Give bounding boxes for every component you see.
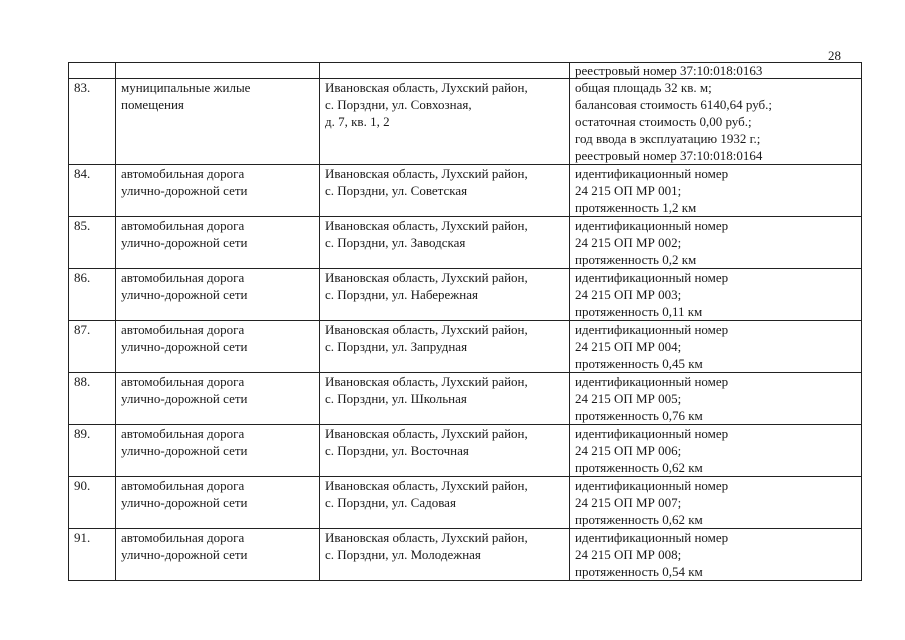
description-line: реестровый номер 37:10:018:0164 — [575, 148, 763, 163]
cell-address — [320, 269, 570, 321]
name-line: автомобильная дорога — [121, 166, 245, 181]
description-line: идентификационный номер — [575, 530, 729, 545]
address-line: Ивановская область, Лухский район, — [325, 374, 528, 389]
address-line: Ивановская область, Лухский район, — [325, 166, 528, 181]
name-line: автомобильная дорога — [121, 426, 245, 441]
property-registry-table — [68, 62, 862, 581]
cell-number: 84. — [69, 165, 116, 217]
description-line: 24 215 ОП МР 001; — [575, 183, 682, 198]
address-line: с. Порздни, ул. Садовая — [325, 495, 456, 510]
cell-name — [116, 269, 320, 321]
address-line: Ивановская область, Лухский район, — [325, 478, 528, 493]
cell-name — [116, 217, 320, 269]
cell-description — [570, 269, 862, 321]
description-line: балансовая стоимость 6140,64 руб.; — [575, 97, 772, 112]
description-line: протяженность 0,54 км — [575, 564, 703, 579]
table-row — [69, 529, 862, 581]
address-line: Ивановская область, Лухский район, — [325, 218, 528, 233]
cell-address — [320, 217, 570, 269]
description-line: идентификационный номер — [575, 426, 729, 441]
cell-description — [570, 217, 862, 269]
description-line: 24 215 ОП МР 002; — [575, 235, 682, 250]
cell-address — [320, 529, 570, 581]
name-line: автомобильная дорога — [121, 478, 245, 493]
address-line: Ивановская область, Лухский район, — [325, 426, 528, 441]
cell-number — [69, 63, 116, 79]
name-line: улично-дорожной сети — [121, 183, 248, 198]
continuation-row — [69, 63, 862, 79]
address-line: с. Порздни, ул. Совхозная, — [325, 97, 472, 112]
cell-description — [570, 529, 862, 581]
name-line: автомобильная дорога — [121, 374, 245, 389]
name-line: автомобильная дорога — [121, 270, 245, 285]
table-row — [69, 217, 862, 269]
table-row — [69, 321, 862, 373]
address-line: с. Порздни, ул. Молодежная — [325, 547, 481, 562]
address-line: с. Порздни, ул. Советская — [325, 183, 468, 198]
table-row — [69, 269, 862, 321]
cell-name — [116, 529, 320, 581]
address-line: с. Порздни, ул. Набережная — [325, 287, 478, 302]
cell-address — [320, 79, 570, 165]
cell-description — [570, 477, 862, 529]
table-row — [69, 373, 862, 425]
registry-body — [69, 63, 862, 581]
table-row — [69, 79, 862, 165]
description-line: идентификационный номер — [575, 218, 729, 233]
name-line: помещения — [121, 97, 184, 112]
description-line: идентификационный номер — [575, 270, 729, 285]
cell-address — [320, 373, 570, 425]
address-line: с. Порздни, ул. Школьная — [325, 391, 467, 406]
description-line: протяженность 0,62 км — [575, 512, 703, 527]
cell-name — [116, 79, 320, 165]
address-line: д. 7, кв. 1, 2 — [325, 114, 390, 129]
cell-name — [116, 165, 320, 217]
description-line: остаточная стоимость 0,00 руб.; — [575, 114, 752, 129]
table-row — [69, 477, 862, 529]
cell-number: 85. — [69, 217, 116, 269]
cell-name — [116, 425, 320, 477]
description-line: 24 215 ОП МР 003; — [575, 287, 682, 302]
description-line: протяженность 0,2 км — [575, 252, 697, 267]
description-line: 24 215 ОП МР 008; — [575, 547, 682, 562]
table-row — [69, 165, 862, 217]
description-line: год ввода в эксплуатацию 1932 г.; — [575, 131, 761, 146]
name-line: улично-дорожной сети — [121, 495, 248, 510]
name-line: улично-дорожной сети — [121, 287, 248, 302]
name-line: автомобильная дорога — [121, 218, 245, 233]
description-line: протяженность 0,76 км — [575, 408, 703, 423]
address-line: Ивановская область, Лухский район, — [325, 80, 528, 95]
cell-address — [320, 63, 570, 79]
cell-number: 88. — [69, 373, 116, 425]
address-line: с. Порздни, ул. Заводская — [325, 235, 466, 250]
cell-description — [570, 425, 862, 477]
name-line: улично-дорожной сети — [121, 391, 248, 406]
cell-number: 90. — [69, 477, 116, 529]
name-line: улично-дорожной сети — [121, 235, 248, 250]
cell-description — [570, 373, 862, 425]
name-line: автомобильная дорога — [121, 530, 245, 545]
cell-address — [320, 321, 570, 373]
cell-description — [570, 63, 862, 79]
cell-description — [570, 79, 862, 165]
description-line: 24 215 ОП МР 006; — [575, 443, 682, 458]
cell-description — [570, 165, 862, 217]
description-line: общая площадь 32 кв. м; — [575, 80, 712, 95]
description-line: реестровый номер 37:10:018:0163 — [575, 63, 763, 78]
description-line: 24 215 ОП МР 007; — [575, 495, 682, 510]
description-line: протяженность 0,62 км — [575, 460, 703, 475]
cell-name — [116, 373, 320, 425]
cell-number: 87. — [69, 321, 116, 373]
description-line: идентификационный номер — [575, 166, 729, 181]
name-line: улично-дорожной сети — [121, 443, 248, 458]
address-line: Ивановская область, Лухский район, — [325, 322, 528, 337]
address-line: Ивановская область, Лухский район, — [325, 270, 528, 285]
name-line: улично-дорожной сети — [121, 547, 248, 562]
address-line: Ивановская область, Лухский район, — [325, 530, 528, 545]
cell-description — [570, 321, 862, 373]
page-number: 28 — [828, 48, 841, 63]
name-line: муниципальные жилые — [121, 80, 251, 95]
address-line: с. Порздни, ул. Запрудная — [325, 339, 468, 354]
cell-name — [116, 321, 320, 373]
cell-name — [116, 63, 320, 79]
name-line: улично-дорожной сети — [121, 339, 248, 354]
cell-number: 89. — [69, 425, 116, 477]
cell-number: 91. — [69, 529, 116, 581]
description-line: идентификационный номер — [575, 374, 729, 389]
cell-address — [320, 477, 570, 529]
description-line: протяженность 1,2 км — [575, 200, 697, 215]
address-line: с. Порздни, ул. Восточная — [325, 443, 469, 458]
description-line: протяженность 0,11 км — [575, 304, 703, 319]
table-row — [69, 425, 862, 477]
cell-address — [320, 165, 570, 217]
cell-name — [116, 477, 320, 529]
description-line: идентификационный номер — [575, 322, 729, 337]
cell-number: 86. — [69, 269, 116, 321]
description-line: 24 215 ОП МР 004; — [575, 339, 682, 354]
name-line: автомобильная дорога — [121, 322, 245, 337]
description-line: протяженность 0,45 км — [575, 356, 703, 371]
description-line: идентификационный номер — [575, 478, 729, 493]
cell-address — [320, 425, 570, 477]
cell-number: 83. — [69, 79, 116, 165]
description-line: 24 215 ОП МР 005; — [575, 391, 682, 406]
